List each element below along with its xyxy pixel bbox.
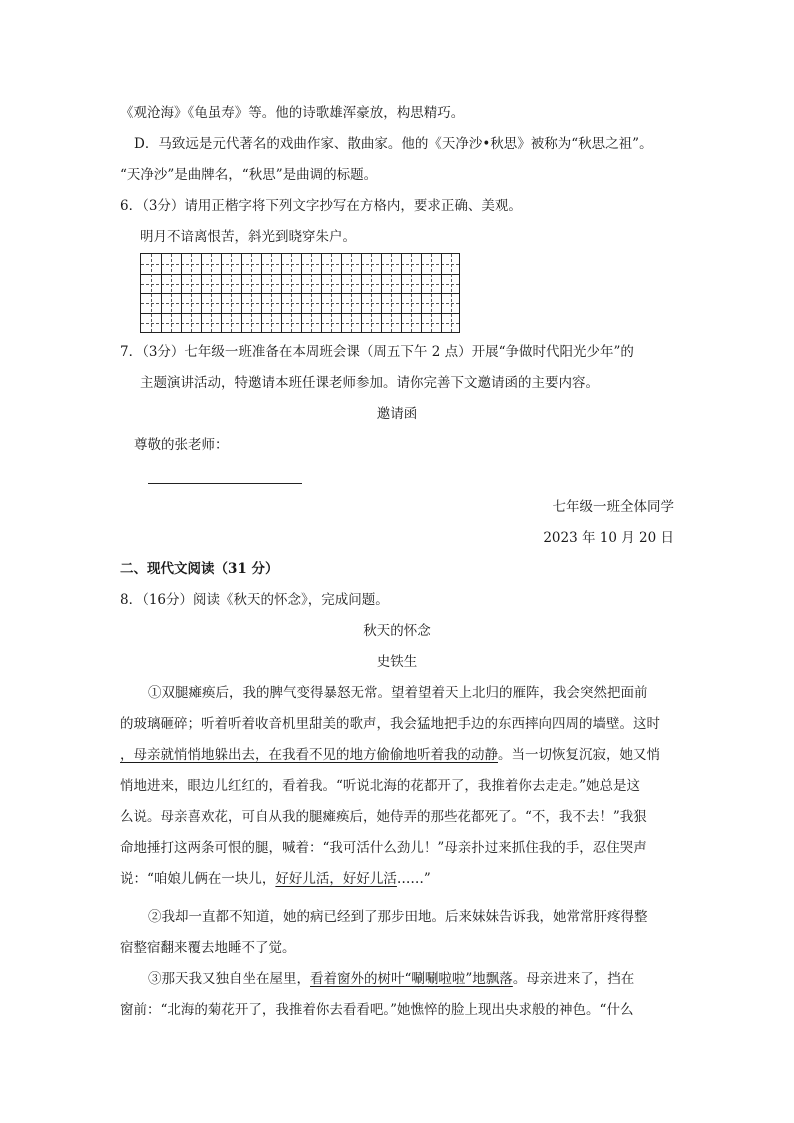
paragraph-1-line: ①双腿瘫痪后，我的脾气变得暴怒无常。望着望着天上北归的雁阵，我会突然把面前 (148, 685, 648, 701)
question-7-line2: 主题演讲活动，特邀请本班任课老师参加。请你完善下文邀请函的主要内容。 (140, 375, 599, 391)
question-6-title: 6．（3分）请用正楷字将下列文字抄写在方格内，要求正确、美观。 (120, 198, 522, 214)
answer-blank[interactable] (148, 483, 302, 484)
letter-date: 2023 年 10 月 20 日 (543, 530, 674, 546)
question-8-title: 8．（16分）阅读《秋天的怀念》，完成问题。 (120, 592, 389, 608)
paragraph-2-line: ②我却一直都不知道，她的病已经到了那步田地。后来妹妹告诉我，她常常肝疼得整 (148, 909, 648, 925)
paragraph-1-line: ，母亲就悄悄地躲出去，在我看不见的地方偷偷地听着我的动静。当一切恢复沉寂，她又悄 (120, 747, 660, 763)
writing-grid[interactable] (140, 253, 460, 333)
copy-text: 明月不谙离恨苦，斜光到晓穿朱户。 (140, 229, 356, 245)
essay-title: 秋天的怀念 (363, 623, 431, 639)
option-d-line: D．马致远是元代著名的戏曲作家、散曲家。他的《天净沙•秋思》被称为“秋思之祖”。 (134, 136, 653, 152)
paragraph-1-line: 说：“咱娘儿俩在一块儿，好好儿活，好好儿活……” (120, 871, 431, 887)
underlined-phrase: 好好儿活，好好儿活 (275, 871, 397, 887)
paragraph-1-line: 么说。母亲喜欢花，可自从我的腿瘫痪后，她侍弄的那些花都死了。“不，我不去！”我狠 (120, 809, 647, 825)
section-heading: 二、现代文阅读（31 分） (120, 561, 279, 577)
text-line: “天净沙”是曲牌名，“秋思”是曲调的标题。 (120, 167, 378, 183)
paragraph-3-line: ③那天我又独自坐在屋里，看着窗外的树叶“唰唰啦啦”地飘落。母亲进来了，挡在 (148, 971, 635, 987)
paragraph-1-line: 的玻璃砸碎；听着听着收音机里甜美的歌声，我会猛地把手边的东西摔向四周的墙壁。这时 (120, 716, 660, 732)
paragraph-2-line: 宿整宿翻来覆去地睡不了觉。 (120, 940, 296, 956)
paragraph-1-line: 悄地进来，眼边儿红红的，看着我。“听说北海的花都开了，我推着你去走走。”她总是这 (120, 778, 641, 794)
essay-author: 史铁生 (376, 654, 418, 670)
paragraph-1-line: 命地捶打这两条可恨的腿，喊着：“我可活什么劲儿！”母亲扑过来抓住我的手，忍住哭声 (120, 840, 647, 856)
question-7-line1: 7．（3分）七年级一班准备在本周班会课（周五下午 2 点）开展“争做时代阳光少年”的 (120, 344, 634, 360)
underlined-sentence: ，母亲就悄悄地躲出去，在我看不见的地方偷偷地听着我的动静 (120, 747, 498, 763)
letter-signature: 七年级一班全体同学 (552, 499, 674, 515)
text-line: 《观沧海》《龟虽寿》等。他的诗歌雄浑豪放，构思精巧。 (120, 105, 465, 121)
paragraph-3-line: 窗前：“北海的菊花开了，我推着你去看看吧。”她憔悴的脸上现出央求般的神色。“什么 (120, 1002, 634, 1018)
underlined-phrase: 看着窗外的树叶“唰唰啦啦”地飘落 (310, 971, 513, 987)
letter-title: 邀请函 (376, 406, 418, 422)
letter-salutation: 尊敬的张老师： (134, 437, 229, 453)
